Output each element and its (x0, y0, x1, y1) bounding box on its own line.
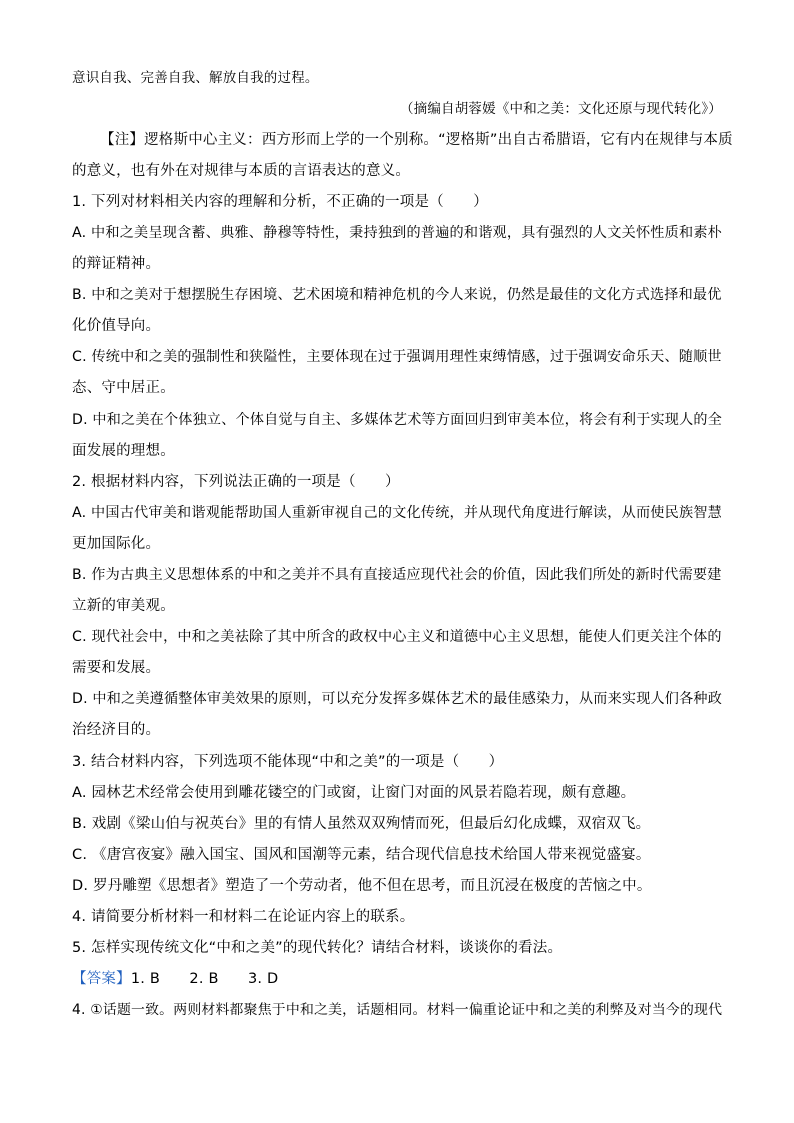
note-line-2: 的意义，也有外在对规律与本质的言语表达的意义。 (72, 163, 411, 179)
q1-option-b-cont: 化价值导向。 (72, 318, 161, 334)
answer-line (72, 969, 278, 989)
q2-option-c: C. 现代社会中，中和之美祛除了其中所含的政权中心主义和道德中心主义思想，能使人们更关注个体的 (72, 629, 722, 645)
q1-option-d-cont: 面发展的理想。 (72, 443, 175, 459)
note-text: 逻格斯中心主义：西方形而上学的一个别称。“逻格斯”出自古希腊语，它有内在规律与本质 (144, 132, 733, 148)
q2-option-d-cont: 治经济目的。 (72, 722, 161, 738)
q1-option-d: D. 中和之美在个体独立、个体自觉与自主、多媒体艺术等方面回归到审美本位，将会有利于实现人的全 (72, 412, 723, 428)
q3-stem: 3. 结合材料内容，下列选项不能体现“中和之美”的一项是（ ） (72, 754, 504, 770)
q2-option-a: A. 中国古代审美和谐观能帮助国人重新审视自己的文化传统，并从现代角度进行解读，从而使民族智慧 (72, 505, 723, 521)
q2-option-d: D. 中和之美遵循整体审美效果的原则，可以充分发挥多媒体艺术的最佳感染力，从而来实现人们各种政 (72, 691, 723, 707)
q4-stem: 4. 请简要分析材料一和材料二在论证内容上的联系。 (72, 909, 415, 925)
q2-option-a-cont: 更加国际化。 (72, 536, 161, 552)
answer-values: 1. B 2. B 3. D (130, 971, 279, 987)
passage-source: （摘编自胡蓉媛《中和之美：文化还原与现代转化》） (399, 101, 722, 117)
q1-stem: 1. 下列对材料相关内容的理解和分析，不正确的一项是（ ） (72, 194, 488, 210)
q2-option-b-cont: 立新的审美观。 (72, 598, 175, 614)
q3-option-d: D. 罗丹雕塑《思想者》塑造了一个劳动者，他不但在思考，而且沉浸在极度的苦恼之中。 (72, 878, 652, 894)
q2-stem: 2. 根据材料内容，下列说法正确的一项是（ ） (72, 474, 400, 490)
q3-option-a: A. 园林艺术经常会使用到雕花镂空的门或窗，让窗门对面的风景若隐若现，颇有意趣。 (72, 785, 636, 801)
answer-label: 【答案】 (72, 971, 131, 987)
passage-last-line: 意识自我、完善自我、解放自我的过程。 (72, 70, 319, 86)
note-line-1 (100, 130, 733, 150)
q1-option-b: B. 中和之美对于想摆脱生存困境、艺术困境和精神危机的今人来说，仍然是最佳的文化方式选择和最优 (72, 287, 722, 303)
q1-option-a-cont: 的辩证精神。 (72, 256, 161, 272)
q1-option-c: C. 传统中和之美的强制性和狭隘性，主要体现在过于强调用理性束缚情感，过于强调安命乐天、随顺世 (72, 349, 722, 365)
q1-option-c-cont: 态、守中居正。 (72, 380, 175, 396)
q1-option-a: A. 中和之美呈现含蓄、典雅、静穆等特性，秉持独到的普遍的和谐观，具有强烈的人文关怀性质和素朴 (72, 225, 723, 241)
q2-option-c-cont: 需要和发展。 (72, 660, 161, 676)
q5-stem: 5. 怎样实现传统文化“中和之美”的现代转化？请结合材料，谈谈你的看法。 (72, 940, 563, 956)
q3-option-b: B. 戏剧《梁山伯与祝英台》里的有情人虽然双双殉情而死，但最后幻化成蝶，双宿双飞。 (72, 816, 651, 832)
q3-option-c: C. 《唐宫夜宴》融入国宝、国风和国潮等元素，结合现代信息技术给国人带来视觉盛宴。 (72, 847, 651, 863)
note-label: 【注】 (100, 132, 145, 148)
answer-q4-line: 4. ①话题一致。两则材料都聚焦于中和之美，话题相同。材料一偏重论证中和之美的利弊及对当今的现代 (72, 1002, 723, 1018)
q2-option-b: B. 作为古典主义思想体系的中和之美并不具有直接适应现代社会的价值，因此我们所处的新时代需要建 (72, 567, 722, 583)
